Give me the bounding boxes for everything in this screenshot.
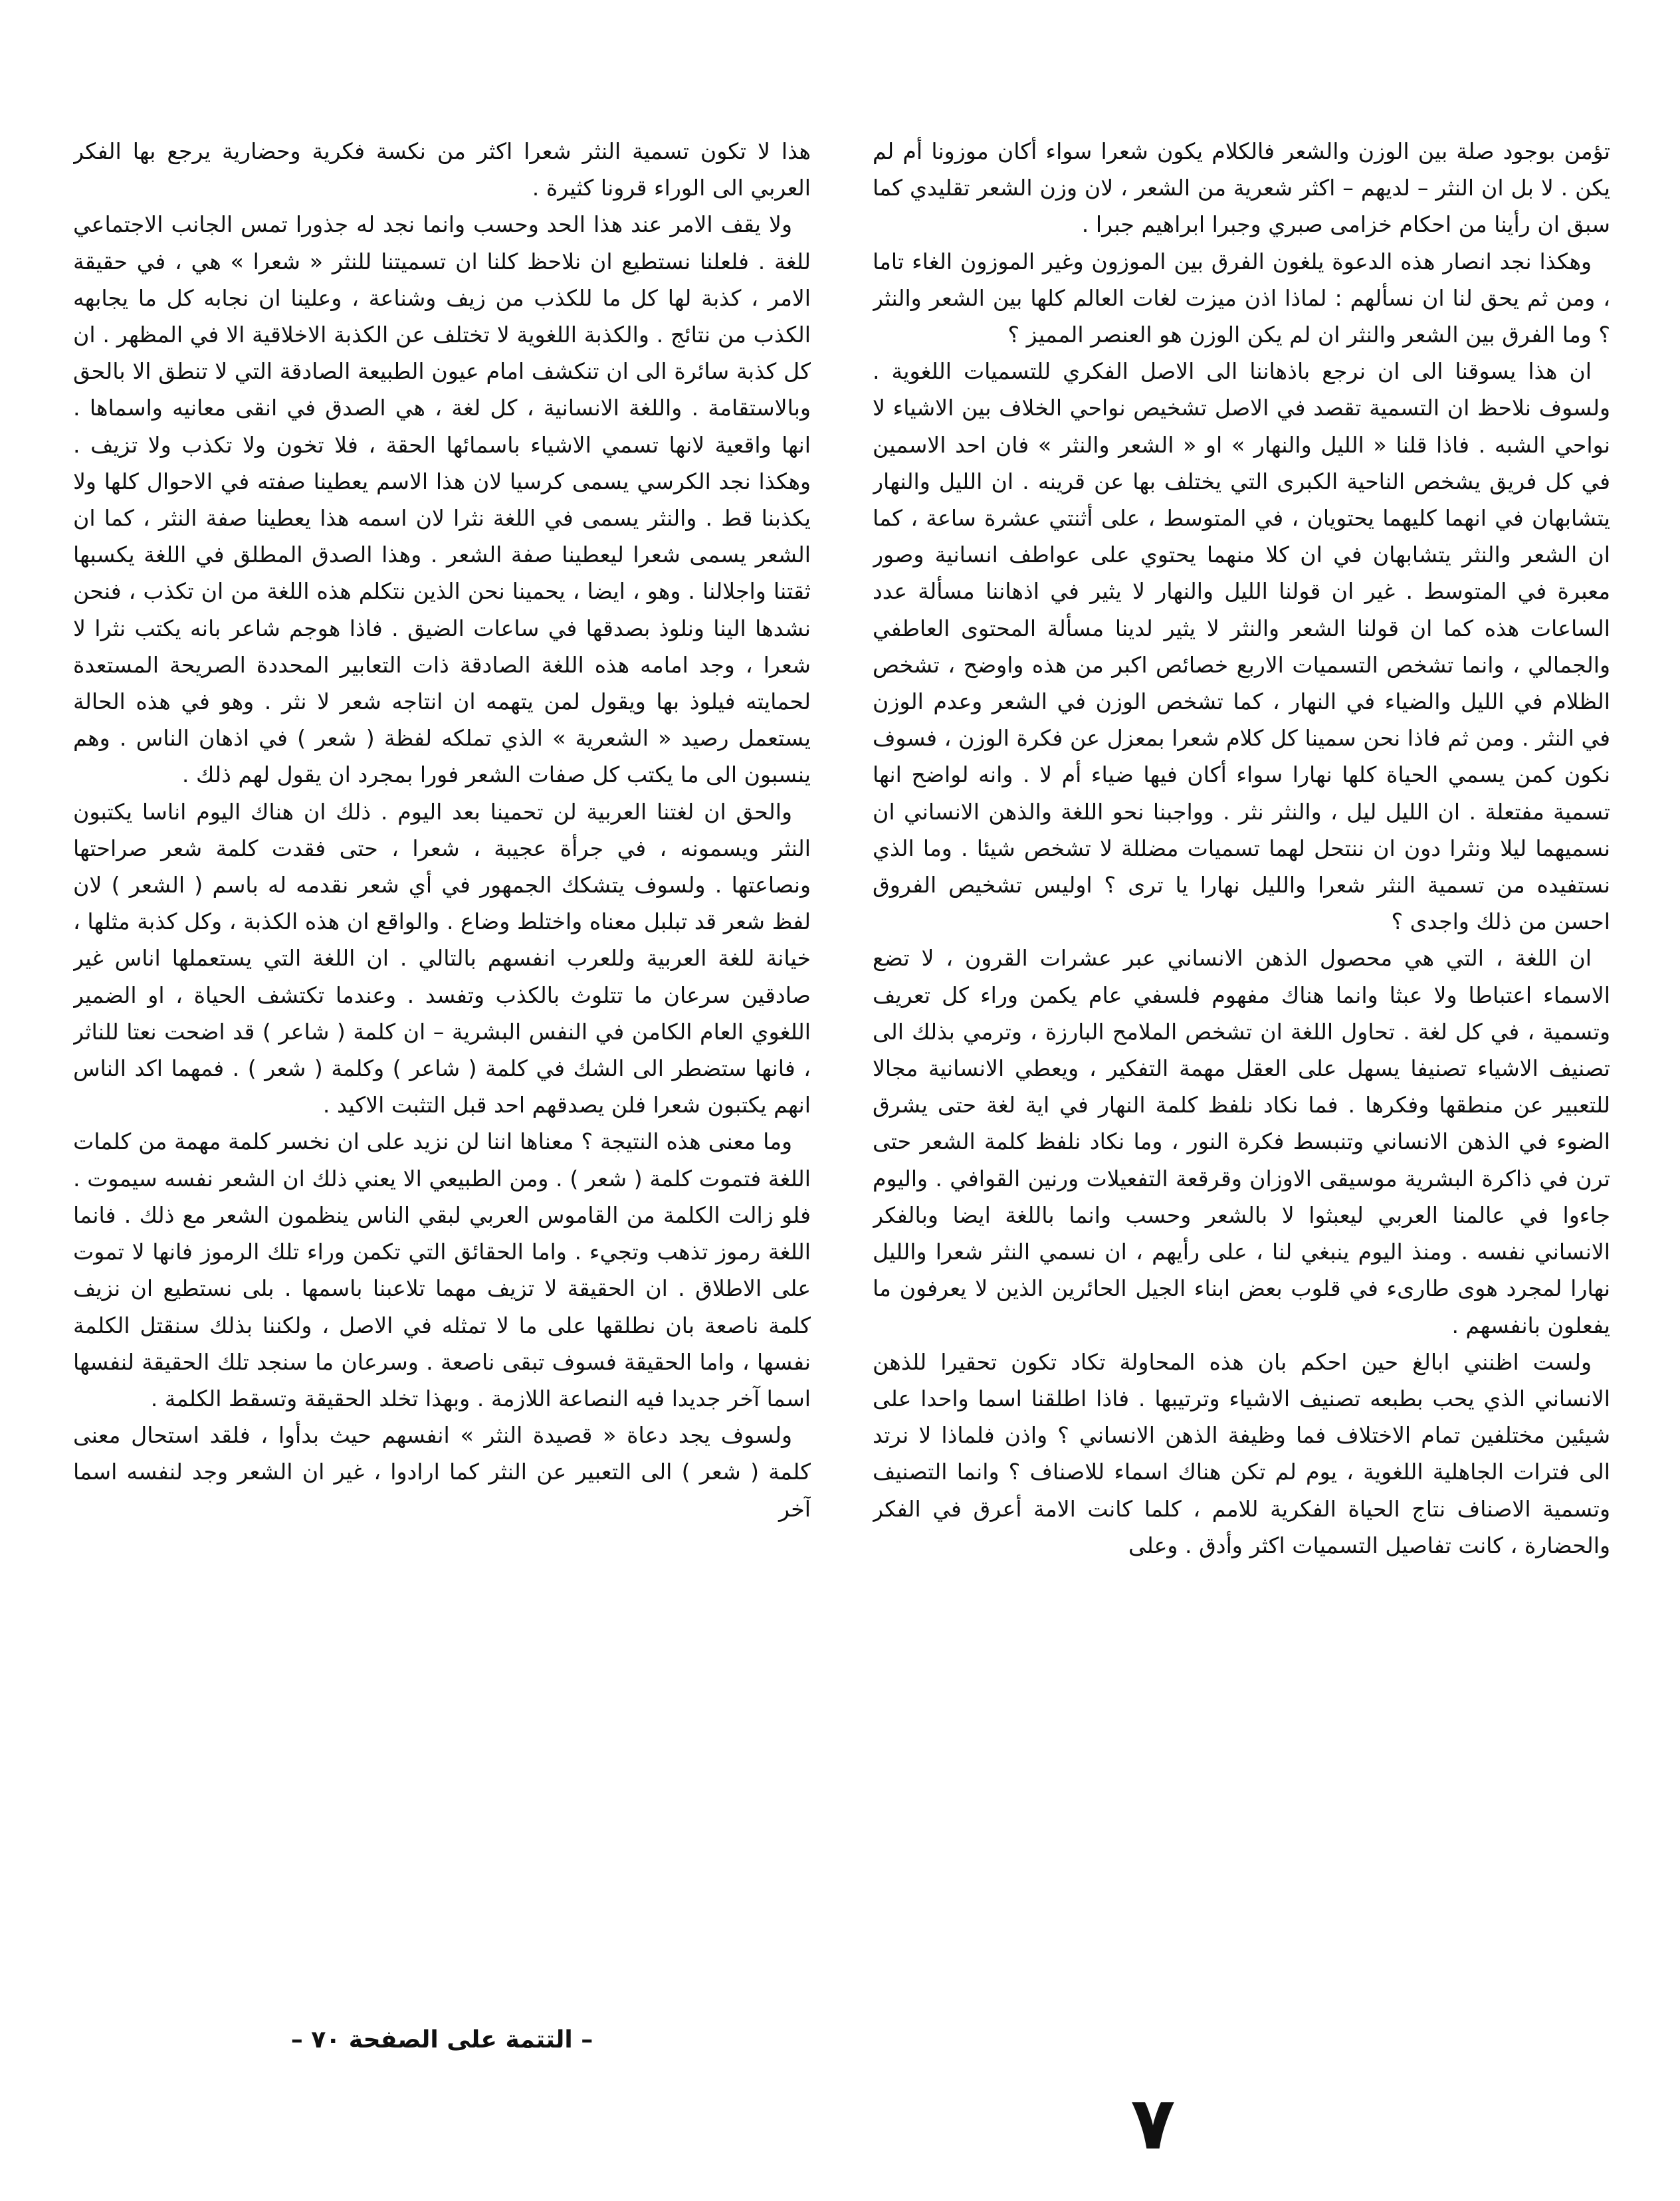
paragraph: والحق ان لغتنا العربية لن تحمينا بعد اليوم . ذلك ان هناك اليوم اناسا يكتبون النثر ويسمونه ، في جرأة عجيبة ، شعرا ، حتى فقدت كلمة شعر صراحتها ونصاعتها . ولسوف يتشكك الجمهور في أي شعر نقدمه له باسم ( الشعر ) لان لفظ شعر قد تبلبل معناه واختلط وضاع . والواقع ان هذه الكذبة ، وكل كذبة مثلها ، خيانة للغة العربية وللعرب انفسهم بالتالي . ان اللغة التي يستعملها اناس غير صادقين سرعان ما تتلوث بالكذب وتفسد . وعندما تكتشف الحياة ، او الضمير اللغوي العام الكامن في النفس البشرية – ان كلمة ( شاعر ) قد اضحت نعتا للناثر ، فانها ستضطر الى الشك في كلمة ( شاعر ) وكلمة ( شعر ) . فمهما اكد الناس انهم يكتبون شعرا فلن يصدقهم احد قبل التثبت الاكيد .	[73, 798, 811, 1118]
paragraph: ولسوف يجد دعاة « قصيدة النثر » انفسهم حيث بدأوا ، فلقد استحال معنى كلمة ( شعر ) الى التعبير عن النثر كما ارادوا ، غير ان الشعر وجد لنفسه اسما آخر	[73, 1422, 811, 1522]
paragraph: تؤمن بوجود صلة بين الوزن والشعر فالكلام يكون شعرا سواء أكان موزونا أم لم يكن . لا بل ان النثر – لديهم – اكثر شعرية من الشعر ، لان وزن الشعر تقليدي كما سبق ان رأينا من احكام خزامى صبري وجبرا ابراهيم جبرا .	[873, 138, 1610, 238]
paragraph: ولا يقف الامر عند هذا الحد وحسب وانما نجد له جذورا تمس الجانب الاجتماعي للغة . فلعلنا نستطيع ان نلاحظ كلنا ان تسميتنا للنثر « شعرا » هي ، في حقيقة الامر ، كذبة لها كل ما للكذب من زيف وشناعة ، وعلينا ان نجابه كل ما يجابهه الكذب من نتائج . والكذبة اللغوية لا تختلف عن الكذبة الاخلاقية الا في المظهر . ان كل كذبة سائرة الى ان تنكشف امام عيون الطبيعة الصادقة التي لا تنطق الا بالحق وبالاستقامة . واللغة الانسانية ، كل لغة ، هي الصدق في انقى معانيه واسماها . انها واقعية لانها تسمي الاشياء باسمائها الحقة ، فلا تخون ولا تكذب ولا تزيف . وهكذا نجد الكرسي يسمى كرسيا لان هذا الاسم يعطينا صفته في الاحوال كلها ولا يكذبنا قط . والنثر يسمى في اللغة نثرا لان اسمه هذا يعطينا صفة النثر ، كما ان الشعر يسمى شعرا ليعطينا صفة الشعر . وهذا الصدق المطلق في اللغة يكسبها ثقتنا واجلالنا . وهو ، ايضا ، يحمينا نحن الذين نتكلم هذه اللغة من ان تكذب ، فنحن نشدها الينا ونلوذ بصدقها في ساعات الضيق . فاذا هوجم شاعر بانه يكتب نثرا لا شعرا ، وجد امامه هذه اللغة الصادقة ذات التعابير المحددة الصريحة المستعدة لحمايته فيلوذ بها ويقول لمن يتهمه ان انتاجه شعر لا نثر . وهو في هذه الحالة يستعمل رصيد « الشعرية » الذي تملكه لفظة ( شعر ) في اذهان الناس . وهم ينسبون الى ما يكتب كل صفات الشعر فورا بمجرد ان يقول لهم ذلك .	[73, 211, 811, 788]
paragraph: هذا لا تكون تسمية النثر شعرا اكثر من نكسة فكرية وحضارية يرجع بها الفكر العربي الى الوراء قرونا كثيرة .	[73, 138, 811, 201]
paragraph: ان اللغة ، التي هي محصول الذهن الانساني عبر عشرات القرون ، لا تضع الاسماء اعتباطا ولا عبثا وانما هناك مفهوم فلسفي عام يكمن وراء كل تعريف وتسمية ، في كل لغة . تحاول اللغة ان تشخص الملامح البارزة ، وترمي بذلك الى تصنيف الاشياء تصنيفا يسهل على العقل مهمة التفكير ، ويعطي الانسانية مجالا للتعبير عن منطقها وفكرها . فما نكاد نلفظ كلمة النهار في اية لغة حتى يشرق الضوء في الذهن الانساني وتنبسط فكرة النور ، وما نكاد نلفظ كلمة الشعر حتى ترن في ذاكرة البشرية موسيقى الاوزان وقرقعة التفعيلات ورنين القوافي . واليوم جاءوا في عالمنا العربي ليعبثوا لا بالشعر وحسب وانما باللغة ايضا وبالفكر الانساني نفسه . ومنذ اليوم ينبغي لنا ، على رأيهم ، ان نسمي النثر شعرا والليل نهارا لمجرد هوى طارىء في قلوب بعض ابناء الجيل الحائرين الذين لا يعرفون ما يفعلون بانفسهم .	[873, 945, 1610, 1338]
left-text-column	[73, 133, 811, 2034]
continued-on-page-note: – التتمة على الصفحة ٧٠ –	[290, 2026, 593, 2053]
page-number: ٧	[1130, 2081, 1176, 2166]
right-text-column	[873, 133, 1610, 2034]
paragraph: وما معنى هذه النتيجة ؟ معناها اننا لن نزيد على ان نخسر كلمة مهمة من كلمات اللغة فتموت كلمة ( شعر ) . ومن الطبيعي الا يعني ذلك ان الشعر نفسه سيموت . فلو زالت الكلمة من القاموس العربي لبقي الناس ينظمون الشعر مع ذلك . فانما اللغة رموز تذهب وتجيء . واما الحقائق التي تكمن وراء تلك الرموز فانها لا تموت على الاطلاق . ان الحقيقة لا تزيف مهما تلاعبنا باسمها . بلى نستطيع ان نزيف كلمة ناصعة بان نطلقها على ما لا تمثله في الاصل ، ولكننا بذلك سنقتل الكلمة نفسها ، واما الحقيقة فسوف تبقى ناصعة . وسرعان ما سنجد تلك الحقيقة لنفسها اسما آخر جديدا فيه النصاعة اللازمة . وبهذا تخلد الحقيقة وتسقط الكلمة .	[73, 1128, 811, 1412]
paragraph: وهكذا نجد انصار هذه الدعوة يلغون الفرق بين الموزون وغير الموزون الغاء تاما ، ومن ثم يحق لنا ان نسألهم : لماذا اذن ميزت لغات العالم كلها بين الشعر والنثر ؟ وما الفرق بين الشعر والنثر ان لم يكن الوزن هو العنصر المميز ؟	[873, 248, 1610, 348]
paragraph: ولست اظنني ابالغ حين احكم بان هذه المحاولة تكاد تكون تحقيرا للذهن الانساني الذي يحب بطبعه تصنيف الاشياء وترتيبها . فاذا اطلقنا اسما واحدا على شيئين مختلفين تمام الاختلاف فما وظيفة الذهن الانساني ؟ واذن فلماذا لا نرتد الى فترات الجاهلية اللغوية ، يوم لم تكن هناك اسماء للاصناف ؟ وانما التصنيف وتسمية الاصناف نتاج الحياة الفكرية للامم ، كلما كانت الامة أعرق في الفكر والحضارة ، كانت تفاصيل التسميات اكثر وأدق . وعلى	[873, 1348, 1610, 1558]
paragraph: ان هذا يسوقنا الى ان نرجع باذهاننا الى الاصل الفكري للتسميات اللغوية . ولسوف نلاحظ ان التسمية تقصد في الاصل تشخيص نواحي الخلاف بين الاشياء لا نواحي الشبه . فاذا قلنا « الليل والنهار » او « الشعر والنثر » فان احد الاسمين في كل فريق يشخص الناحية الكبرى التي يختلف بها عن قرينه . ان الليل والنهار يتشابهان في انهما كليهما يحتويان ، في المتوسط ، على أثنتي عشرة ساعة ، كما ان الشعر والنثر يتشابهان في ان كلا منهما يحتوي على عواطف انسانية وصور معبرة في المتوسط . غير ان قولنا الليل والنهار لا يثير في اذهاننا مسألة عدد الساعات هذه كما ان قولنا الشعر والنثر لا يثير لدينا مسألة المحتوى العاطفي والجمالي ، وانما تشخص التسميات الاربع خصائص اكبر من هذه واوضح ، تشخص الظلام في الليل والضياء في النهار ، كما تشخص الوزن في الشعر وعدم الوزن في النثر . ومن ثم فاذا نحن سمينا كل كلام شعرا بمعزل عن فكرة الوزن ، فسوف نكون كمن يسمي الحياة كلها نهارا سواء أكان فيها ضياء أم لا . وانه لواضح انها تسمية مفتعلة . ان الليل ليل ، والنثر نثر . وواجبنا نحو اللغة والذهن الانساني ان نسميهما ليلا ونثرا دون ان ننتحل لهما تسميات مضللة لا تشخص شيئا . وما الذي نستفيده من تسمية النثر شعرا والليل نهارا يا ترى ؟ اوليس تشخيص الفروق احسن من ذلك واجدى ؟	[873, 358, 1610, 935]
